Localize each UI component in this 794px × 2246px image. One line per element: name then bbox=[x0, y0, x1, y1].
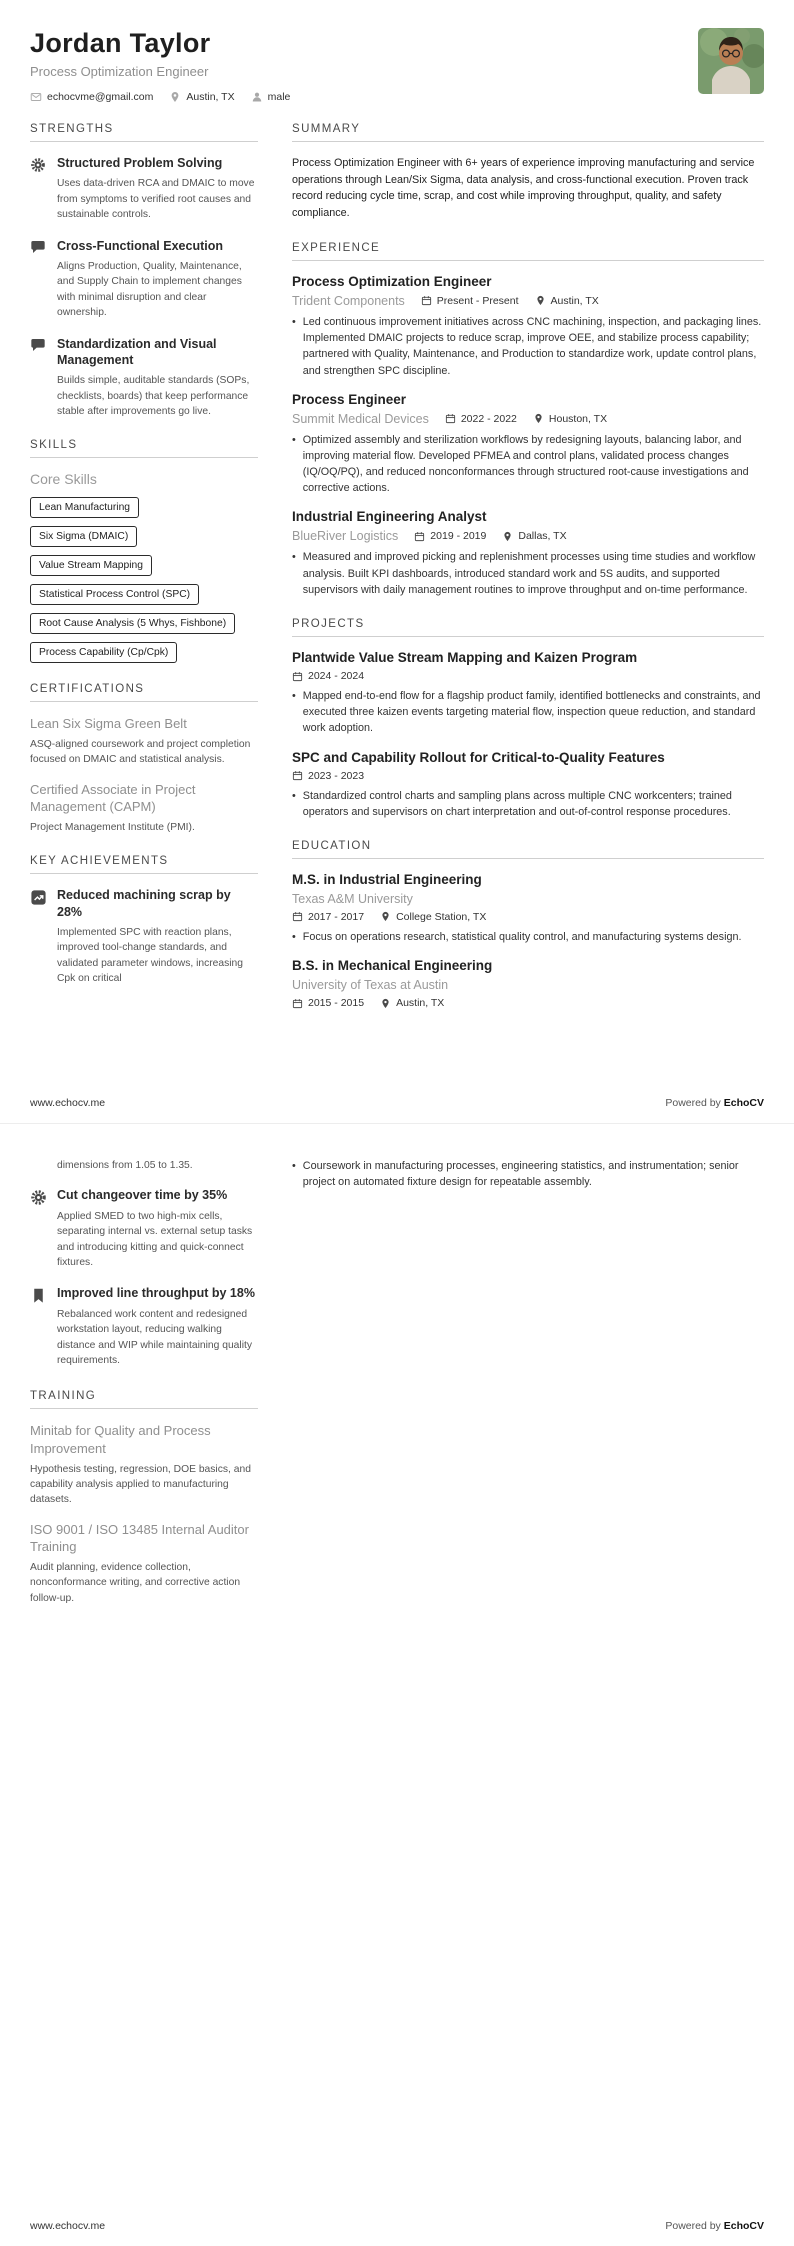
education-dates-value: 2017 - 2017 bbox=[308, 910, 365, 923]
school-name: Texas A&M University bbox=[292, 891, 413, 906]
skills-section bbox=[30, 439, 258, 663]
strengths-section bbox=[30, 123, 258, 419]
certification-title: Lean Six Sigma Green Belt bbox=[30, 716, 187, 732]
job-dates bbox=[421, 295, 519, 307]
strength-body bbox=[57, 336, 258, 420]
strength-title: Structured Problem Solving bbox=[57, 156, 223, 170]
skill-pill: Root Cause Analysis (5 Whys, Fishbone) bbox=[30, 613, 235, 634]
education-location-value: College Station, TX bbox=[396, 910, 487, 923]
calendar-icon bbox=[292, 911, 303, 922]
skill-pill-row bbox=[30, 613, 258, 634]
experience-entry bbox=[292, 509, 764, 598]
job-dates-value: 2022 - 2022 bbox=[460, 412, 517, 425]
calendar-icon bbox=[414, 531, 425, 542]
gender-value: male bbox=[267, 91, 291, 103]
footer-site-link[interactable]: www.echocv.me bbox=[30, 1097, 106, 1109]
location-pin-icon bbox=[502, 531, 513, 542]
project-meta bbox=[292, 770, 764, 782]
education-dates-value: 2015 - 2015 bbox=[308, 997, 365, 1010]
project-entry bbox=[292, 750, 764, 820]
achievements-heading: KEY ACHIEVEMENTS bbox=[30, 855, 258, 874]
bullet-dot: • bbox=[292, 551, 296, 564]
achievement-description: Applied SMED to two high-mix cells, separating internal vs. external setup tasks and introducing kitting and quick-connect fixtures. bbox=[57, 1210, 253, 1268]
job-location-value: Houston, TX bbox=[548, 412, 608, 425]
education-meta bbox=[292, 997, 764, 1009]
project-dates-value: 2024 - 2024 bbox=[308, 670, 365, 682]
training-title: Minitab for Quality and Process Improvement bbox=[30, 1423, 211, 1456]
location-pin-icon bbox=[380, 998, 391, 1009]
job-meta bbox=[292, 529, 764, 543]
training-heading: TRAINING bbox=[30, 1390, 258, 1409]
contact-row bbox=[30, 91, 290, 103]
skills-group-title: Core Skills bbox=[30, 471, 97, 488]
project-title: Plantwide Value Stream Mapping and Kaizen Program bbox=[292, 650, 638, 665]
skill-pill-row bbox=[30, 497, 258, 518]
summary-heading: SUMMARY bbox=[292, 123, 764, 142]
candidate-title: Process Optimization Engineer bbox=[30, 64, 209, 79]
education-dates bbox=[292, 997, 364, 1009]
email-value[interactable]: echocvme@gmail.com bbox=[47, 91, 154, 103]
education-heading: EDUCATION bbox=[292, 840, 764, 859]
skill-pill-row bbox=[30, 642, 258, 663]
gender-contact bbox=[251, 91, 291, 103]
education-bullet-text: Coursework in manufacturing processes, engineering statistics, and instrumentation; senior project on automated fixture design for repeatable assembly. bbox=[302, 1160, 739, 1189]
left-column bbox=[30, 123, 258, 1029]
page-footer bbox=[30, 2220, 764, 2232]
project-dates bbox=[292, 670, 364, 682]
training-item bbox=[30, 1521, 258, 1606]
profile-photo bbox=[698, 28, 764, 94]
education-bullet bbox=[292, 929, 764, 945]
location-pin-icon bbox=[380, 911, 391, 922]
echocv-brand[interactable]: EchoCV bbox=[723, 2220, 764, 2232]
education-location-value: Austin, TX bbox=[396, 997, 445, 1010]
location-pin-icon bbox=[535, 295, 546, 306]
achievement-item bbox=[30, 887, 258, 986]
project-bullet-text: Standardized control charts and sampling plans across multiple CNC workcenters; trained operators and supervisors on chart interpretation and out-of-control response procedures. bbox=[302, 789, 732, 818]
job-dates bbox=[445, 413, 517, 425]
training-description: Audit planning, evidence collection, nonconformance writing, and corrective action follow-up. bbox=[30, 1561, 241, 1604]
project-title: SPC and Capability Rollout for Critical-to-Quality Features bbox=[292, 749, 665, 765]
skills-heading: SKILLS bbox=[30, 439, 258, 458]
project-entry bbox=[292, 650, 764, 737]
job-role: Process Engineer bbox=[292, 391, 407, 407]
bullet-dot: • bbox=[292, 433, 296, 446]
experience-entry bbox=[292, 274, 764, 379]
job-location bbox=[535, 295, 599, 307]
company-name: BlueRiver Logistics bbox=[292, 529, 399, 544]
project-bullet-text: Mapped end-to-end flow for a flagship product family, identified bottlenecks and constraints, and executed three kaizen events targeting material flow, inspection queue reduction, and standard work adoption. bbox=[302, 690, 761, 735]
gear-icon bbox=[30, 155, 47, 223]
strengths-heading: STRENGTHS bbox=[30, 123, 258, 142]
skill-pill-row bbox=[30, 584, 258, 605]
gear-icon bbox=[30, 1187, 47, 1270]
project-dates bbox=[292, 770, 364, 782]
project-dates-value: 2023 - 2023 bbox=[308, 769, 365, 782]
education-bullet-text: Focus on operations research, statistical quality control, and manufacturing systems design. bbox=[302, 930, 742, 943]
job-dates-value: 2019 - 2019 bbox=[430, 530, 487, 543]
project-meta bbox=[292, 670, 764, 682]
experience-entry bbox=[292, 392, 764, 497]
certification-item bbox=[30, 715, 258, 767]
achievement-item bbox=[30, 1285, 258, 1368]
projects-heading: PROJECTS bbox=[292, 618, 764, 637]
education-bullet bbox=[292, 1158, 764, 1190]
job-bullet bbox=[292, 432, 764, 497]
education-dates bbox=[292, 911, 364, 923]
trending-up-icon bbox=[30, 887, 47, 986]
strength-body bbox=[57, 155, 258, 223]
skill-pill-row bbox=[30, 526, 258, 547]
strength-item bbox=[30, 238, 258, 321]
achievement-title: Cut changeover time by 35% bbox=[57, 1188, 228, 1203]
bookmark-icon bbox=[30, 1285, 47, 1368]
bullet-dot: • bbox=[292, 1160, 296, 1172]
strength-description: Aligns Production, Quality, Maintenance, and Supply Chain to implement changes with minimal disruption and clear ownership. bbox=[57, 260, 242, 319]
education-location bbox=[380, 997, 444, 1009]
calendar-icon bbox=[292, 770, 303, 781]
training-description: Hypothesis testing, regression, DOE basics, and capability analysis applied to manufacturing datasets. bbox=[30, 1463, 251, 1506]
envelope-icon bbox=[30, 91, 42, 103]
training-item bbox=[30, 1422, 258, 1507]
experience-section bbox=[292, 242, 764, 598]
job-bullet-text: Led continuous improvement initiatives across CNC machining, inspection, and packaging lines. Implemented DMAIC projects to reduce scrap, improve OEE, and stabilize process capability; partnered with Quality, Maintenance, and Production to standardize work, update control plans, and strengthen SPC discipline. bbox=[302, 315, 762, 377]
company-name: Summit Medical Devices bbox=[292, 411, 429, 426]
email-contact[interactable] bbox=[30, 91, 153, 103]
footer-powered bbox=[665, 2220, 764, 2232]
summary-text: Process Optimization Engineer with 6+ years of experience improving manufacturing and service operations through Lean/Six Sigma, data analysis, and cross-functional execution. Proven track record reducing cycle time, scrap, and cost while improving throughput, quality, and safety compliance. bbox=[292, 157, 755, 220]
education-entry bbox=[292, 958, 764, 1009]
strength-item bbox=[30, 336, 258, 420]
job-location-value: Austin, TX bbox=[550, 294, 599, 307]
certifications-heading: CERTIFICATIONS bbox=[30, 683, 258, 702]
job-role: Process Optimization Engineer bbox=[292, 273, 492, 289]
footer-site-link[interactable]: www.echocv.me bbox=[30, 2220, 106, 2232]
page2-columns bbox=[30, 1158, 764, 1626]
bullet-dot: • bbox=[292, 690, 296, 702]
company-name: Trident Components bbox=[292, 293, 405, 308]
education-meta bbox=[292, 911, 764, 923]
education-location bbox=[380, 911, 486, 923]
job-bullet-text: Optimized assembly and sterilization workflows by redesigning layouts, balancing labor, and improving material flow. Developed PFMEA and control plans, validated process changes (IQ/OQ/PQ), and reduced nonconformances through structured root-cause investigations and corrective actions. bbox=[302, 433, 749, 495]
strength-item bbox=[30, 155, 258, 223]
speech-bubble-icon bbox=[30, 336, 47, 420]
powered-by-text: Powered by bbox=[665, 1097, 721, 1109]
degree-title: B.S. in Mechanical Engineering bbox=[292, 958, 493, 974]
job-bullet-text: Measured and improved picking and replenishment processes using time studies and workflow analysis. Built KPI dashboards, introduced standard work and 5S audits, and supported supervisors with daily management routines to improve throughput and on-time performance. bbox=[302, 551, 756, 596]
skill-pill-row bbox=[30, 555, 258, 576]
project-bullet bbox=[292, 688, 764, 737]
projects-section bbox=[292, 618, 764, 820]
calendar-icon bbox=[421, 295, 432, 306]
job-role: Industrial Engineering Analyst bbox=[292, 509, 487, 525]
left-column bbox=[30, 1158, 258, 1626]
bullet-dot: • bbox=[292, 930, 296, 943]
certification-item bbox=[30, 781, 258, 836]
skill-pill: Process Capability (Cp/Cpk) bbox=[30, 642, 177, 663]
strength-title: Cross-Functional Execution bbox=[57, 238, 223, 253]
job-dates bbox=[414, 530, 486, 542]
skill-pill: Six Sigma (DMAIC) bbox=[30, 526, 137, 547]
strength-description: Builds simple, auditable standards (SOPs, checklists, boards) that keep performance stable after improvements go live. bbox=[57, 375, 250, 417]
powered-by-text: Powered by bbox=[665, 2220, 721, 2232]
footer-powered bbox=[665, 1097, 764, 1109]
right-column bbox=[292, 1158, 764, 1626]
right-column bbox=[292, 123, 764, 1029]
calendar-icon bbox=[292, 998, 303, 1009]
achievements-section bbox=[30, 855, 258, 986]
strength-title: Standardization and Visual Management bbox=[57, 336, 217, 367]
location-value: Austin, TX bbox=[186, 91, 235, 103]
job-dates-value: Present - Present bbox=[436, 294, 519, 307]
school-name: University of Texas at Austin bbox=[292, 978, 449, 993]
person-icon bbox=[251, 91, 263, 103]
header-identity bbox=[30, 28, 290, 103]
job-meta bbox=[292, 294, 764, 308]
skill-pill: Statistical Process Control (SPC) bbox=[30, 584, 199, 605]
skill-pill: Value Stream Mapping bbox=[30, 555, 152, 576]
achievement-description: Rebalanced work content and redesigned workstation layout, reducing walking distance and WIP while maintaining quality requirements. bbox=[57, 1308, 252, 1366]
achievement-body bbox=[57, 887, 258, 986]
achievement-description-continued: dimensions from 1.05 to 1.35. bbox=[57, 1160, 193, 1171]
education-entry bbox=[292, 872, 764, 945]
location-pin-icon bbox=[533, 413, 544, 424]
achievement-item bbox=[30, 1187, 258, 1270]
achievement-description: Implemented SPC with reaction plans, improved tool-change standards, and validated parameter windows, increasing Cpk on critical bbox=[57, 926, 244, 985]
job-location-value: Dallas, TX bbox=[518, 530, 567, 543]
location-pin-icon bbox=[169, 91, 181, 103]
location-contact bbox=[169, 91, 234, 103]
bullet-dot: • bbox=[292, 789, 296, 802]
certification-title: Certified Associate in Project Management (CAPM) bbox=[30, 781, 196, 815]
achievement-title: Improved line throughput by 18% bbox=[57, 1286, 255, 1301]
resume-page-2 bbox=[0, 1123, 794, 2246]
education-section bbox=[292, 840, 764, 1009]
achievement-body bbox=[57, 1187, 258, 1270]
bullet-dot: • bbox=[292, 315, 296, 328]
certification-description: Project Management Institute (PMI). bbox=[30, 821, 195, 833]
certifications-section bbox=[30, 683, 258, 835]
resume-header bbox=[30, 28, 764, 103]
job-location bbox=[502, 530, 566, 542]
strength-description: Uses data-driven RCA and DMAIC to move from symptoms to verified root causes and sustainable controls. bbox=[57, 178, 255, 221]
training-title: ISO 9001 / ISO 13485 Internal Auditor Training bbox=[30, 1521, 249, 1555]
summary-section bbox=[292, 123, 764, 222]
page1-columns bbox=[30, 123, 764, 1029]
page-footer bbox=[30, 1097, 764, 1109]
degree-title: M.S. in Industrial Engineering bbox=[292, 871, 482, 887]
experience-heading: EXPERIENCE bbox=[292, 242, 764, 261]
calendar-icon bbox=[445, 413, 456, 424]
certification-description: ASQ-aligned coursework and project completion focused on DMAIC and statistical analysis. bbox=[30, 738, 251, 766]
candidate-name: Jordan Taylor bbox=[30, 28, 211, 58]
job-meta bbox=[292, 412, 764, 426]
achievement-title: Reduced machining scrap by 28% bbox=[57, 888, 231, 919]
achievement-body bbox=[57, 1285, 258, 1368]
job-bullet bbox=[292, 314, 764, 379]
job-bullet bbox=[292, 549, 764, 598]
job-location bbox=[533, 413, 607, 425]
project-bullet bbox=[292, 788, 764, 820]
echocv-brand[interactable]: EchoCV bbox=[723, 1097, 764, 1109]
speech-bubble-icon bbox=[30, 238, 47, 321]
strength-body bbox=[57, 238, 258, 321]
training-section bbox=[30, 1390, 258, 1606]
skill-pill: Lean Manufacturing bbox=[30, 497, 139, 518]
profile-photo-image bbox=[698, 28, 764, 94]
calendar-icon bbox=[292, 671, 303, 682]
